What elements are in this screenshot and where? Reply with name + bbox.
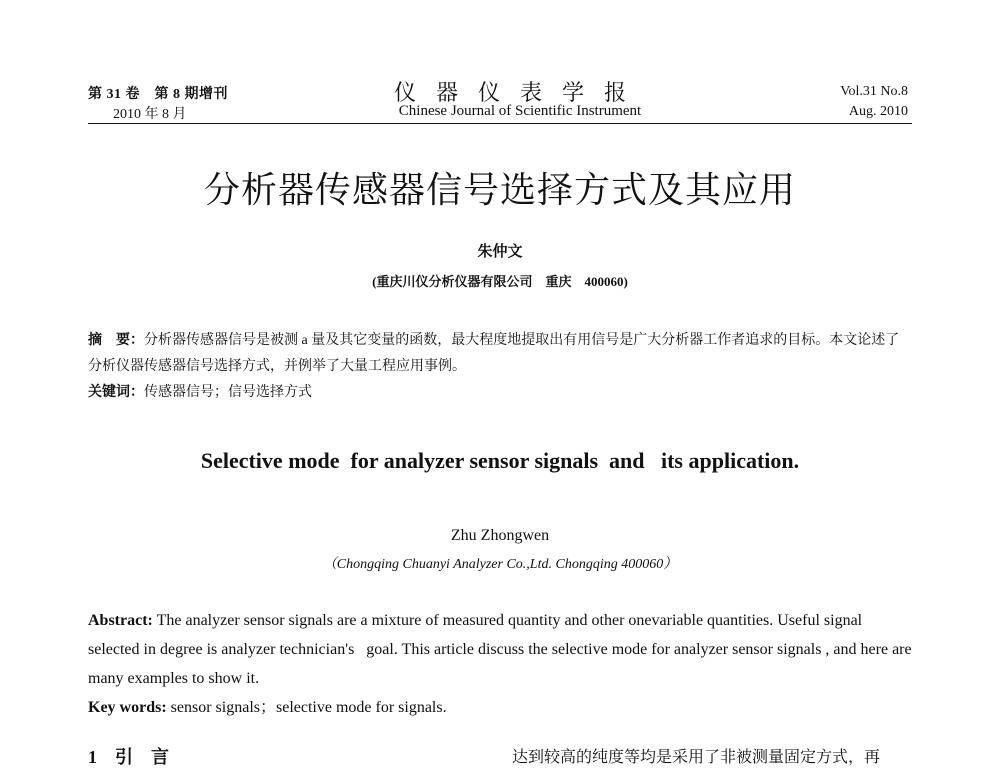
paper-title-en: Selective mode for analyzer sensor signals and its application. (200, 448, 800, 473)
journal-volume-en: Vol.31 No.8 (840, 84, 908, 99)
author-name-en: Zhu Zhongwen (450, 527, 550, 544)
section-heading-introduction: 1 引 言 (88, 747, 169, 767)
abstract-cn-block (88, 328, 912, 406)
paper-title-cn: 分析器传感器信号选择方式及其应用 (203, 170, 796, 211)
abstract-en (88, 606, 916, 693)
right-column-text-fragment: 达到较高的纯度等均是采用了非被测量固定方式，再 (512, 749, 881, 766)
keywords-en-label: Key words: (88, 699, 167, 716)
abstract-en-text: The analyzer sensor signals are a mixture of measured quantity and other onevariable quantities. Useful signal selected in degree is analyzer technician's goal. This article discuss the selective mode for analyzer sensor signals , and here are many examples to show it. (88, 612, 916, 687)
keywords-cn-text: 传感器信号；信号选择方式 (144, 385, 312, 400)
abstract-en-block (88, 606, 916, 722)
abstract-cn-label: 摘 要： (88, 333, 144, 348)
abstract-cn (88, 328, 912, 380)
header-rule (88, 123, 912, 124)
journal-name-en: Chinese Journal of Scientific Instrument (398, 103, 642, 119)
keywords-cn (88, 380, 912, 406)
journal-volume-issue: 第 31 卷 第 8 期增刊 (88, 87, 228, 102)
keywords-en-text: sensor signals；selective mode for signals. (166, 699, 447, 716)
keywords-en (88, 693, 912, 722)
keywords-cn-label: 关键词： (88, 385, 144, 400)
journal-date-cn: 2010 年 8 月 (113, 107, 187, 122)
affiliation-en: （Chongqing Chuanyi Analyzer Co.,Ltd. Chongqing 400060） (322, 557, 678, 572)
journal-name-cn: 仪器仪表学报 (393, 80, 646, 105)
abstract-cn-text: 分析器传感器信号是被测 a 量及其它变量的函数，最大程度地提取出有用信号是广大分析器工作者追求的目标。本文论述了分析仪器传感器信号选择方式，并例举了大量工程应用事例。 (88, 333, 900, 374)
author-name-cn: 朱仲文 (477, 244, 523, 260)
journal-date-en: Aug. 2010 (848, 104, 908, 119)
abstract-en-label: Abstract: (88, 612, 153, 629)
affiliation-cn: (重庆川仪分析仪器有限公司 重庆 400060) (372, 274, 628, 289)
